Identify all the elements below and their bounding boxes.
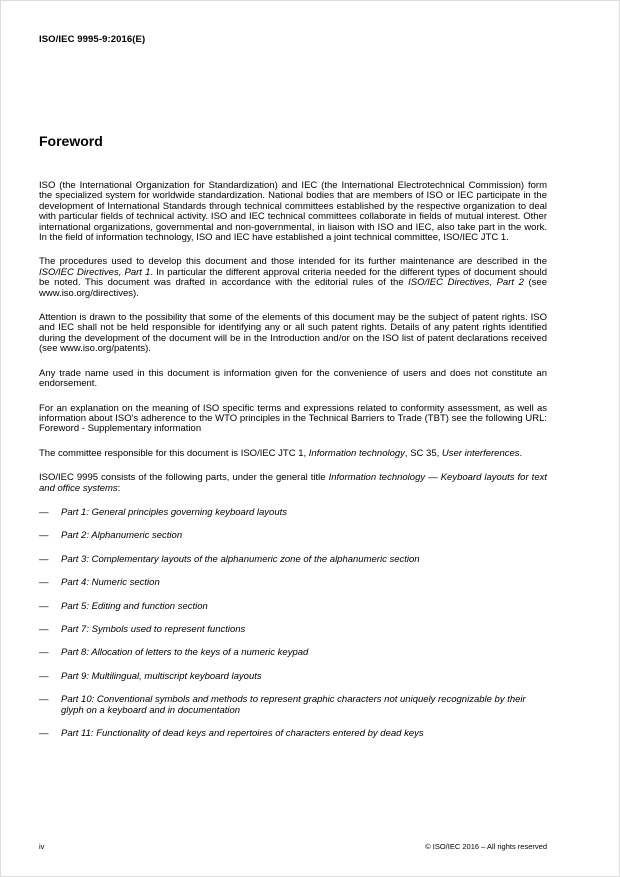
parts-list (39, 508, 547, 739)
italic-text-run: User interferences (441, 447, 520, 459)
paragraph (39, 449, 547, 459)
parts-list-item (39, 508, 547, 518)
part-label: Part 10: Conventional symbols and methods to represent graphic characters not uniquely recognizable by their glyph on a keyboard and in documentation (61, 694, 526, 716)
text-run: , SC 35, (404, 447, 442, 459)
italic-text-run: Information technology (308, 447, 405, 459)
list-dash: — (39, 728, 49, 739)
part-label: Part 2: Alphanumeric section (61, 530, 183, 542)
part-label: Part 11: Functionality of dead keys and repertoires of characters entered by dead keys (61, 728, 424, 739)
list-dash: — (39, 553, 49, 565)
paragraph (39, 473, 547, 494)
parts-list-item (39, 531, 547, 541)
parts-list-item (39, 729, 547, 739)
part-label: Part 7: Symbols used to represent functions (61, 623, 246, 635)
italic-text-run: ISO/IEC Directives, Part 1 (39, 266, 151, 278)
copyright-notice: © ISO/IEC 2016 – All rights reserved (425, 842, 547, 851)
list-dash: — (39, 530, 49, 542)
part-label: Part 3: Complementary layouts of the alphanumeric zone of the alphanumeric section (61, 553, 420, 565)
list-dash: — (39, 577, 49, 589)
text-run: ISO/IEC 9995 consists of the following parts, under the general title (39, 472, 329, 484)
text-run: ISO (the International Organization for Standardization) and IEC (the International Electrotechnical Commission) form the specialized system for worldwide standardization. National bodies that are members of ISO or IEC participate in the development of International Standards through technical committees established by the respective organization to deal with particular fields of technical activity. ISO and IEC technical committees collaborate in fields of mutual interest. Other international organizations, governmental and non-governmental, in liaison with ISO and IEC, also take part in the work. In the field of information technology, ISO and IEC have established a joint technical committee, ISO/IEC JTC 1. (39, 180, 547, 244)
document-header (39, 29, 547, 47)
parts-list-item (39, 555, 547, 565)
list-dash: — (39, 694, 49, 706)
document-id: ISO/IEC 9995-9:2016(E) (39, 34, 146, 45)
parts-list-item (39, 648, 547, 658)
text-run: The committee responsible for this document is ISO/IEC JTC 1, (39, 447, 309, 459)
text-run: . (519, 447, 523, 459)
text-run: The procedures used to develop this document and those intended for its further maintenance are described in the (39, 256, 547, 268)
paragraph (39, 313, 547, 355)
list-dash: — (39, 600, 49, 612)
page-number: iv (39, 842, 45, 851)
list-dash: — (39, 670, 49, 682)
parts-list-item (39, 578, 547, 588)
text-run: : (117, 482, 121, 494)
paragraph (39, 257, 547, 299)
paragraph (39, 404, 547, 435)
list-dash: — (39, 506, 49, 518)
part-label: Part 5: Editing and function section (61, 600, 208, 612)
text-run: Attention is drawn to the possibility that some of the elements of this document may be the subject of patent rights. ISO and IEC shall not be held responsible for identifying any or all such patent rights. Details of any patent rights identified during the development of the document will be in the Introduction and/or on the ISO list of patent declarations received (see www.iso.org/patents). (39, 312, 547, 355)
list-dash: — (39, 623, 49, 635)
page-footer (39, 842, 547, 851)
part-label: Part 9: Multilingual, multiscript keyboard layouts (61, 670, 262, 682)
body-paragraphs (39, 181, 547, 494)
part-label: Part 4: Numeric section (61, 577, 160, 589)
paragraph (39, 369, 547, 390)
text-run: . In particular the different approval criteria needed for the different types of document should be noted. This document was drafted in accordance with the editorial rules of the (39, 266, 547, 289)
italic-text-run: Information technology — Keyboard layouts for text and office systems (39, 472, 547, 494)
text-run: Any trade name used in this document is information given for the convenience of users and does not constitute an endorsement. (39, 367, 547, 390)
parts-list-item (39, 672, 547, 682)
list-dash: — (39, 647, 49, 659)
text-run: For an explanation on the meaning of ISO specific terms and expressions related to conformity assessment, as well as information about ISO's adherence to the WTO principles in the Technical Barriers to Trade (TBT) see the following URL: Foreword - Supplementary information (39, 402, 547, 435)
paragraph (39, 181, 547, 243)
parts-list-item (39, 695, 547, 716)
italic-text-run: ISO/IEC Directives, Part 2 (408, 277, 524, 289)
parts-list-item (39, 602, 547, 612)
part-label: Part 1: General principles governing keyboard layouts (61, 506, 288, 518)
parts-list-item (39, 625, 547, 635)
page-title: Foreword (39, 133, 103, 149)
part-label: Part 8: Allocation of letters to the keys of a numeric keypad (61, 647, 309, 659)
text-run: (see www.iso.org/directives). (39, 277, 547, 299)
